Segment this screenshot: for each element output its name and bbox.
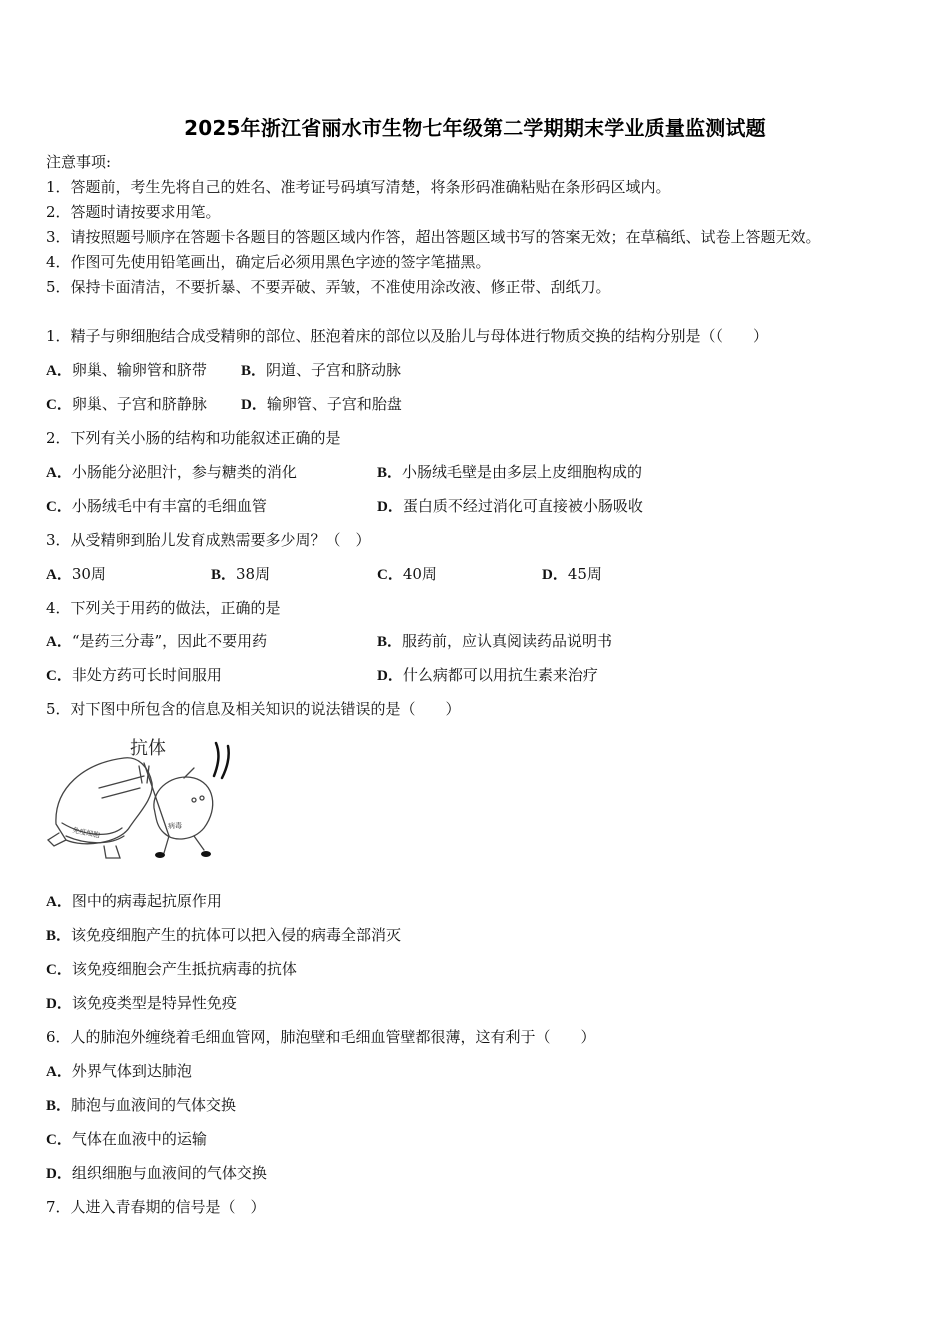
option-b: B．肺泡与血液间的气体交换 xyxy=(46,1096,237,1114)
option-d: D．组织细胞与血液间的气体交换 xyxy=(46,1164,267,1182)
option-d: D．蛋白质不经过消化可直接被小肠吸收 xyxy=(377,497,643,515)
option-c: C．非处方药可长时间服用 xyxy=(46,666,222,684)
notice-item: 2．答题时请按要求用笔。 xyxy=(46,203,221,221)
option-d: D．输卵管、子宫和胎盘 xyxy=(241,395,402,413)
option-a: A．图中的病毒起抗原作用 xyxy=(46,892,222,910)
notice-item: 4．作图可先使用铅笔画出，确定后必须用黑色字迹的签字笔描黑。 xyxy=(46,253,491,271)
option-a: A．外界气体到达肺泡 xyxy=(46,1062,192,1080)
svg-text:病毒: 病毒 xyxy=(168,822,182,830)
option-d: D．45周 xyxy=(542,565,602,583)
question-stem: 1．精子与卵细胞结合成受精卵的部位、胚泡着床的部位以及胎儿与母体进行物质交换的结构分别是（（ ） xyxy=(46,327,769,345)
option-b: B．38周 xyxy=(211,565,271,583)
question-stem: 2．下列有关小肠的结构和功能叙述正确的是 xyxy=(46,429,341,447)
option-a: A．卵巢、输卵管和脐带 xyxy=(46,361,207,379)
question-stem: 7．人进入青春期的信号是（ ） xyxy=(46,1198,266,1216)
option-d: D．该免疫类型是特异性免疫 xyxy=(46,994,237,1012)
question-stem: 6．人的肺泡外缠绕着毛细血管网，肺泡壁和毛细血管壁都很薄，这有利于（ ） xyxy=(46,1028,596,1046)
notice-item: 1．答题前，考生先将自己的姓名、准考证号码填写清楚，将条形码准确粘贴在条形码区域内。 xyxy=(46,178,671,196)
option-a: A．30周 xyxy=(46,565,106,583)
svg-text:免疫细胞: 免疫细胞 xyxy=(71,826,101,840)
page-title: 2025年浙江省丽水市生物七年级第二学期期末学业质量监测试题 xyxy=(184,116,766,140)
option-a: A．小肠能分泌胆汁，参与糖类的消化 xyxy=(46,463,297,481)
antibody-illustration-icon xyxy=(44,728,244,873)
option-b: B．阴道、子宫和脐动脉 xyxy=(241,361,402,379)
question-stem: 5．对下图中所包含的信息及相关知识的说法错误的是（ ） xyxy=(46,700,461,718)
option-c: C．气体在血液中的运输 xyxy=(46,1130,207,1148)
option-c: C．该免疫细胞会产生抵抗病毒的抗体 xyxy=(46,960,297,978)
option-c: C．小肠绒毛中有丰富的毛细血管 xyxy=(46,497,267,515)
option-b: B．服药前，应认真阅读药品说明书 xyxy=(377,632,613,650)
question-stem: 4．下列关于用药的做法，正确的是 xyxy=(46,599,281,617)
option-d: D．什么病都可以用抗生素来治疗 xyxy=(377,666,598,684)
option-c: C．卵巢、子宫和脐静脉 xyxy=(46,395,207,413)
svg-text:抗体: 抗体 xyxy=(130,738,166,759)
notice-heading: 注意事项: xyxy=(46,153,112,171)
notice-item: 3．请按照题号顺序在答题卡各题目的答题区域内作答，超出答题区域书写的答案无效；在草稿纸、试卷上答题无效。 xyxy=(46,228,821,246)
question-stem: 3．从受精卵到胎儿发育成熟需要多少周？（ ） xyxy=(46,531,371,549)
option-c: C．40周 xyxy=(377,565,437,583)
option-b: B．该免疫细胞产生的抗体可以把入侵的病毒全部消灭 xyxy=(46,926,402,944)
option-b: B．小肠绒毛壁是由多层上皮细胞构成的 xyxy=(377,463,643,481)
immune-cell-antibody-figure xyxy=(44,728,244,873)
notice-item: 5．保持卡面清洁，不要折暴、不要弄破、弄皱，不准使用涂改液、修正带、刮纸刀。 xyxy=(46,278,611,296)
option-a: A．“是药三分毒”，因此不要用药 xyxy=(46,632,268,650)
